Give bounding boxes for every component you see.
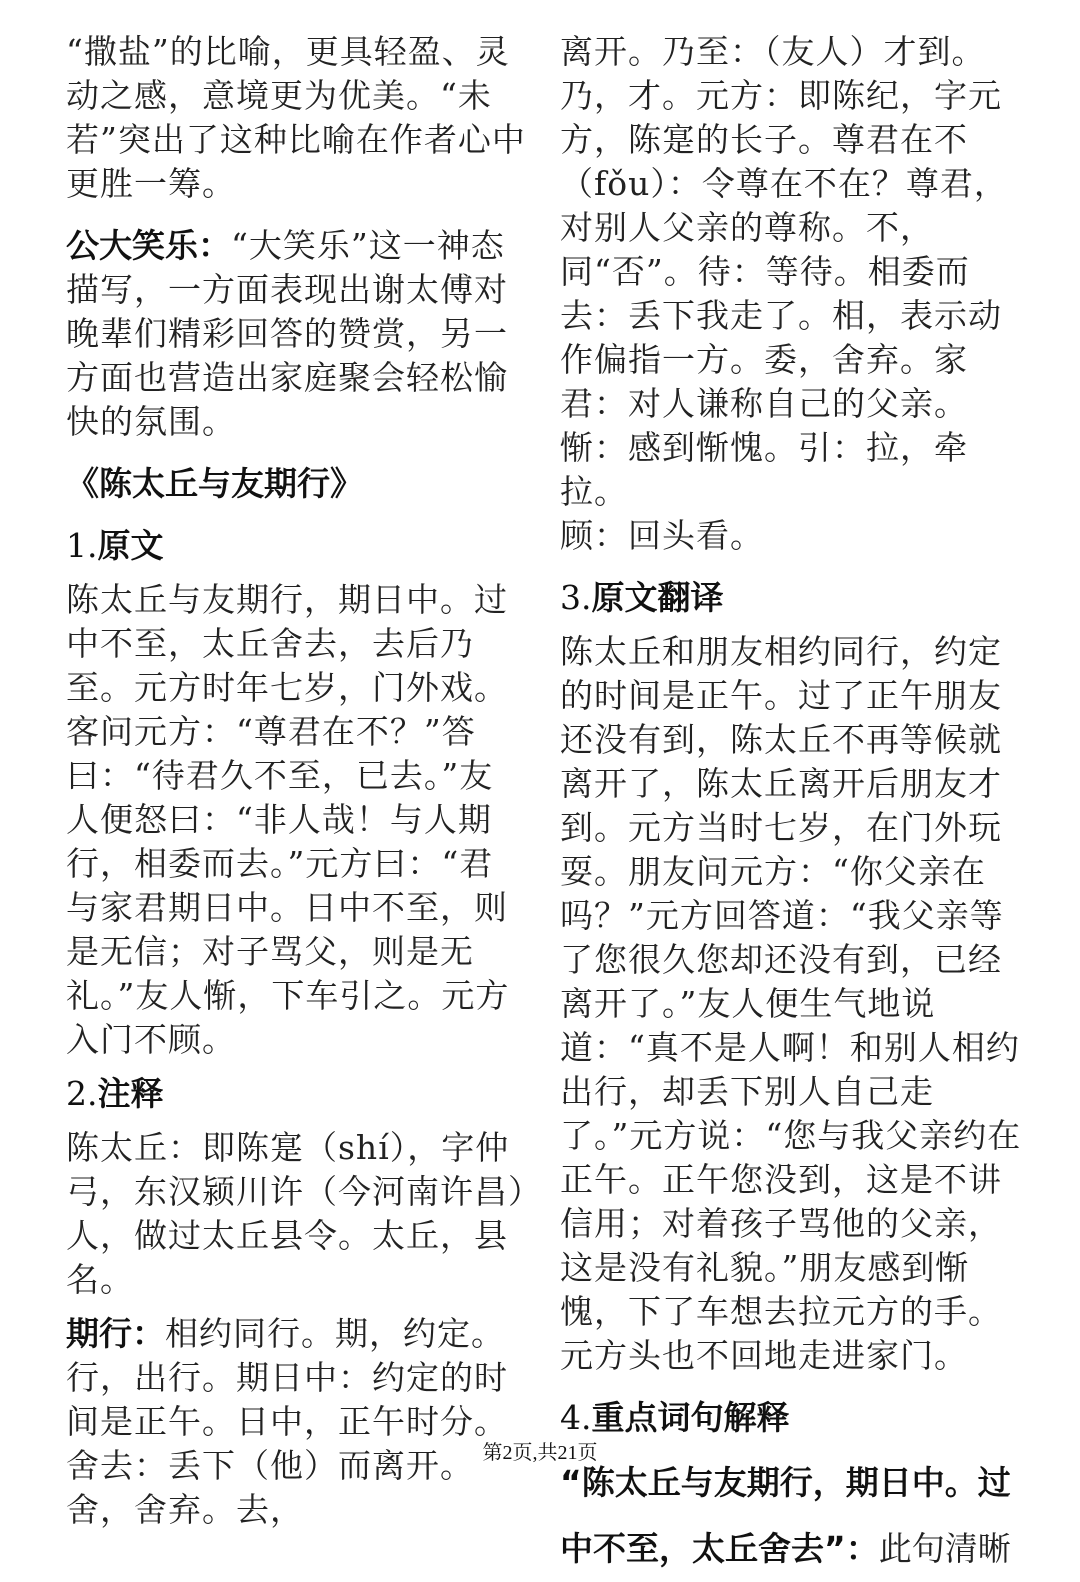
right-column: [560, 30, 1030, 1582]
section-title: 重点词句解释: [591, 1398, 790, 1437]
section-title: 注释: [97, 1074, 164, 1113]
key-sentence-quote: “陈太丘与友期行，期日中。过中不至，太丘舍去”：: [560, 1463, 1011, 1568]
note-chen-taiqiu: 陈太丘：即陈寔（shí），字仲弓，东汉颍川许（今河南许昌）人，做过太丘县令。太丘，县名。: [66, 1128, 526, 1299]
section-heading-key-phrases: [560, 1396, 1030, 1440]
intro-paragraph: “撒盐”的比喻，更具轻盈、灵动之感，意境更为优美。“未若”突出了这种比喻在作者心中更胜一筹。: [66, 32, 526, 203]
section-heading-translation: [560, 576, 1030, 620]
key-sentence: [560, 1450, 1030, 1582]
section-title: 原文翻译: [591, 578, 724, 617]
note-qixing: [66, 1312, 526, 1532]
left-column: [66, 30, 526, 1550]
section-number: 3.: [560, 578, 592, 617]
gongda-term: 公大笑乐：: [66, 226, 231, 265]
gongda-paragraph: [66, 224, 526, 444]
page-number: 第2页,共21页: [482, 1442, 598, 1464]
notes-continued: 离开。乃至：（友人）才到。乃，才。元方：即陈纪，字元方，陈寔的长子。尊君在不（fǒu）：令尊在不在？尊君，对别人父亲的尊称。不，同“否”。待：等待。相委而去：丢下我走了。相，表示动作偏指一方。委，舍弃。家君：对人谦称自己的父亲。惭：感到惭愧。引：拉，牵拉。: [560, 32, 1008, 511]
key-sentence-explanation: 此句清晰: [878, 1529, 1011, 1568]
section-heading-notes: [66, 1072, 526, 1116]
qixing-term: 期行：: [66, 1314, 165, 1353]
section-number: 2.: [66, 1074, 98, 1113]
qixing-text: 相约同行。期，约定。行，出行。期日中：约定的时间是正午。日中，正午时分。舍去：丢下（他）而离开。舍，舍弃。去，: [66, 1314, 508, 1529]
section-number: 4.: [560, 1398, 592, 1437]
gongda-text: “大笑乐”这一神态描写，一方面表现出谢太傅对晚辈们精彩回答的赞赏，另一方面也营造出家庭聚会轻松愉快的氛围。: [66, 226, 508, 441]
original-text: 陈太丘与友期行，期日中。过中不至，太丘舍去，去后乃至。元方时年七岁，门外戏。客问元方：“尊君在不？”答曰：“待君久不至，已去。”友人便怒曰：“非人哉！与人期行，相委而去。”元方曰：“君与家君期日中。日中不至，则是无信；对子骂父，则是无礼。”友人惭，下车引之。元方入门不顾。: [66, 580, 510, 1059]
section-number: 1.: [66, 526, 98, 565]
translation-text: 陈太丘和朋友相约同行，约定的时间是正午。过了正午朋友还没有到，陈太丘不再等候就离开了，陈太丘离开后朋友才到。元方当时七岁，在门外玩耍。朋友问元方：“你父亲在吗？”元方回答道：“我父亲等了您很久您却还没有到，已经离开了。”友人便生气地说道：“真不是人啊！和别人相约出行，却丢下别人自己走了。”元方说：“您与我父亲约在正午。正午您没到，这是不讲信用；对着孩子骂他的父亲，这是没有礼貌。”朋友感到惭愧，下了车想去拉元方的手。元方头也不回地走进家门。: [560, 632, 1022, 1375]
note-gu: 顾：回头看。: [560, 516, 764, 555]
essay-title: 《陈太丘与友期行》: [66, 464, 363, 503]
section-title: 原文: [97, 526, 164, 565]
section-heading-original: [66, 524, 526, 568]
